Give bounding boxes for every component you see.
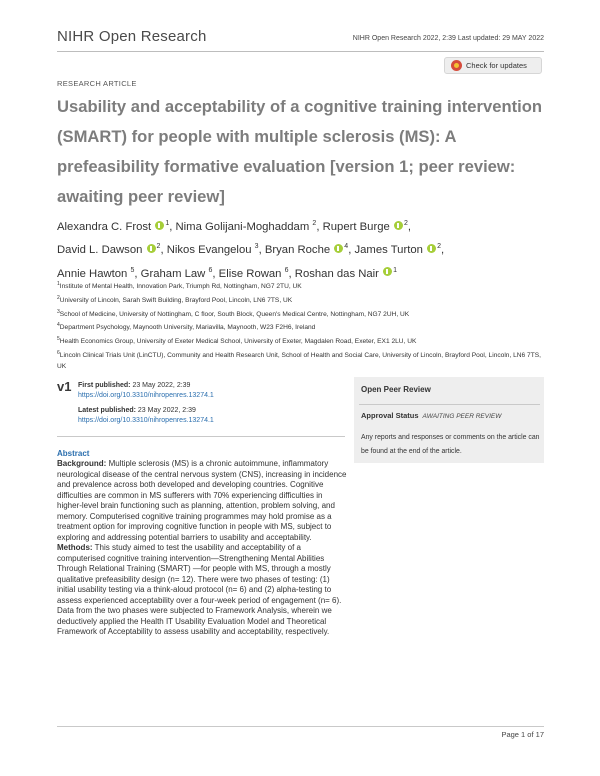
affiliation-item: $^5$Health Economics Group, University of Exeter Medical School, University of Exeter, Magdalen Road, Exeter, EX1 2LU, UK bbox=[57, 336, 417, 346]
author-affiliation-number: 4 bbox=[344, 243, 349, 251]
author-affiliation-number: 2 bbox=[156, 243, 161, 251]
author-affiliation-number: 6 bbox=[208, 266, 213, 274]
methods-text: This study aimed to test the usability and acceptability of a computerised cognitive training intervention—Strengthening Mental Abilities Through Relational Training (SMART) —for people with MS, through a mostly qualitative prefeasibility design (n= 12). There were two phases of testing: (1) initial usability testing via a think-aloud protocol (n= 6) and (2) alpha-testing to assess experienced acceptability over a four-week period of engagement (n= 6). Data from the two phases were subjected to Framework Analysis, wherein we deductively applied the Health IT Usability Evaluation Model and Theoretical Framework of Acceptability to assess usability and acceptability, respectively. bbox=[57, 543, 342, 636]
author-affiliation-number: 3 bbox=[254, 243, 259, 251]
approval-status-label: Approval Status bbox=[361, 411, 419, 420]
background-text: Multiple sclerosis (MS) is a chronic autoimmune, inflammatory neurological disease of the central nervous system (CNS), increasing in incidence and prevalence across both developed and developing countries. Cognitive difficulties are common in MS sufferers with 70% experiencing difficulties in higher-level brain functioning such as planning, attention, problem solving, and memory. Computerised cognitive training programmes may hold promise as a treatment option for improving cognitive function in people with MS, subject to exploring and addressing potential barriers to usability and acceptability. bbox=[57, 459, 347, 542]
author-affiliation-number: 5 bbox=[130, 266, 135, 274]
author-name[interactable]: Graham Law bbox=[140, 267, 206, 280]
affiliation-item: $^2$University of Lincoln, Sarah Swift Building, Brayford Pool, Lincoln, LN6 7TS, UK bbox=[57, 294, 293, 304]
orcid-icon[interactable] bbox=[427, 244, 436, 253]
check-for-updates-label: Check for updates bbox=[466, 61, 527, 70]
first-published-value: 23 May 2022, 2:39 bbox=[132, 382, 191, 389]
latest-published-label: Latest published: bbox=[78, 407, 136, 414]
review-divider bbox=[359, 404, 540, 405]
methods-label: Methods: bbox=[57, 543, 93, 552]
approval-status-value: AWAITING PEER REVIEW bbox=[422, 413, 502, 420]
orcid-icon[interactable] bbox=[147, 244, 156, 253]
open-peer-review-title: Open Peer Review bbox=[361, 385, 431, 394]
abstract-heading: Abstract bbox=[57, 449, 90, 458]
crossmark-icon bbox=[451, 60, 462, 71]
affiliation-item: $^3$School of Medicine, University of Nottingham, C floor, South Block, Queen's Medical Centre, Nottingham, NG7 2UH, UK bbox=[57, 308, 410, 318]
version-label: v1 bbox=[57, 379, 72, 394]
author-affiliation-number: 2 bbox=[312, 220, 317, 227]
abstract-divider bbox=[57, 436, 345, 437]
header-divider bbox=[57, 51, 544, 52]
author-name[interactable]: Annie Hawton bbox=[57, 267, 128, 280]
author-name[interactable]: Bryan Roche bbox=[264, 244, 331, 257]
publication-info bbox=[78, 381, 328, 426]
footer-divider bbox=[57, 726, 544, 727]
author-name[interactable]: Roshan das Nair bbox=[294, 267, 379, 280]
author-name[interactable]: Rupert Burge bbox=[322, 220, 390, 233]
author-name[interactable]: Alexandra C. Frost bbox=[57, 220, 152, 233]
article-type: RESEARCH ARTICLE bbox=[57, 79, 137, 88]
orcid-icon[interactable] bbox=[383, 267, 392, 276]
abstract-body bbox=[57, 459, 349, 638]
review-note: Any reports and responses or comments on the article can be found at the end of the article. bbox=[361, 434, 540, 456]
page-number: Page 1 of 17 bbox=[501, 730, 544, 739]
latest-doi-link[interactable]: https://doi.org/10.3310/nihropenres.13274.1 bbox=[78, 417, 214, 424]
orcid-icon[interactable] bbox=[334, 244, 343, 253]
background-label: Background: bbox=[57, 459, 107, 468]
author-name[interactable]: David L. Dawson bbox=[57, 244, 143, 257]
author-affiliation-number: 2 bbox=[403, 220, 408, 227]
orcid-icon[interactable] bbox=[394, 221, 403, 230]
latest-published-value: 23 May 2022, 2:39 bbox=[137, 407, 196, 414]
header-meta: NIHR Open Research 2022, 2:39 Last updated: 29 MAY 2022 bbox=[352, 35, 544, 42]
author-name[interactable]: James Turton bbox=[354, 244, 423, 257]
affiliation-item: $^6$Lincoln Clinical Trials Unit (LinCTU), Community and Health Research Unit, School of Health and Social Care, University of Lincoln, Brayford Pool, Lincoln, LN6 7TS, UK bbox=[57, 349, 541, 370]
author-affiliation-number: 1 bbox=[165, 220, 170, 227]
author-affiliation-number: 1 bbox=[393, 266, 397, 274]
article-title: Usability and acceptability of a cognitive training intervention (SMART) for people with multiple sclerosis (MS): A prefeasibility formative evaluation [version 1; peer review: awaiting peer review] bbox=[57, 97, 542, 206]
affiliation-list bbox=[57, 279, 547, 372]
author-name[interactable]: Elise Rowan bbox=[218, 267, 282, 280]
orcid-icon[interactable] bbox=[155, 221, 164, 230]
check-for-updates-button[interactable] bbox=[444, 57, 542, 74]
author-name[interactable]: Nikos Evangelou bbox=[166, 244, 252, 257]
first-published-label: First published: bbox=[78, 382, 131, 389]
journal-name: NIHR Open Research bbox=[57, 28, 207, 45]
author-name[interactable]: Nima Golijani-Moghaddam bbox=[175, 220, 310, 233]
affiliation-item: $^1$Institute of Mental Health, Innovation Park, Triumph Rd, Nottingham, NG7 2TU, UK bbox=[57, 281, 302, 291]
approval-status bbox=[361, 411, 501, 420]
affiliation-item: $^4$Department Psychology, Maynooth University, Mariavilla, Maynooth, W23 F2H6, Ireland bbox=[57, 322, 316, 332]
first-doi-link[interactable]: https://doi.org/10.3310/nihropenres.13274.1 bbox=[78, 392, 214, 399]
author-list: Alexandra C. Frost $^1$, Nima Golijani-Moghaddam $^2$, Rupert Burge $^2$, David L. Dawson $^2$, Nikos Evangelou $^3$, Bryan Roche $^4$, James Turton $^2$, Annie Hawton $^5$, Graham Law $^6$, Elise Rowan $^6$, Roshan das Nair $^1$ bbox=[57, 220, 445, 280]
author-affiliation-number: 2 bbox=[437, 243, 441, 251]
author-affiliation-number: 6 bbox=[284, 266, 289, 274]
